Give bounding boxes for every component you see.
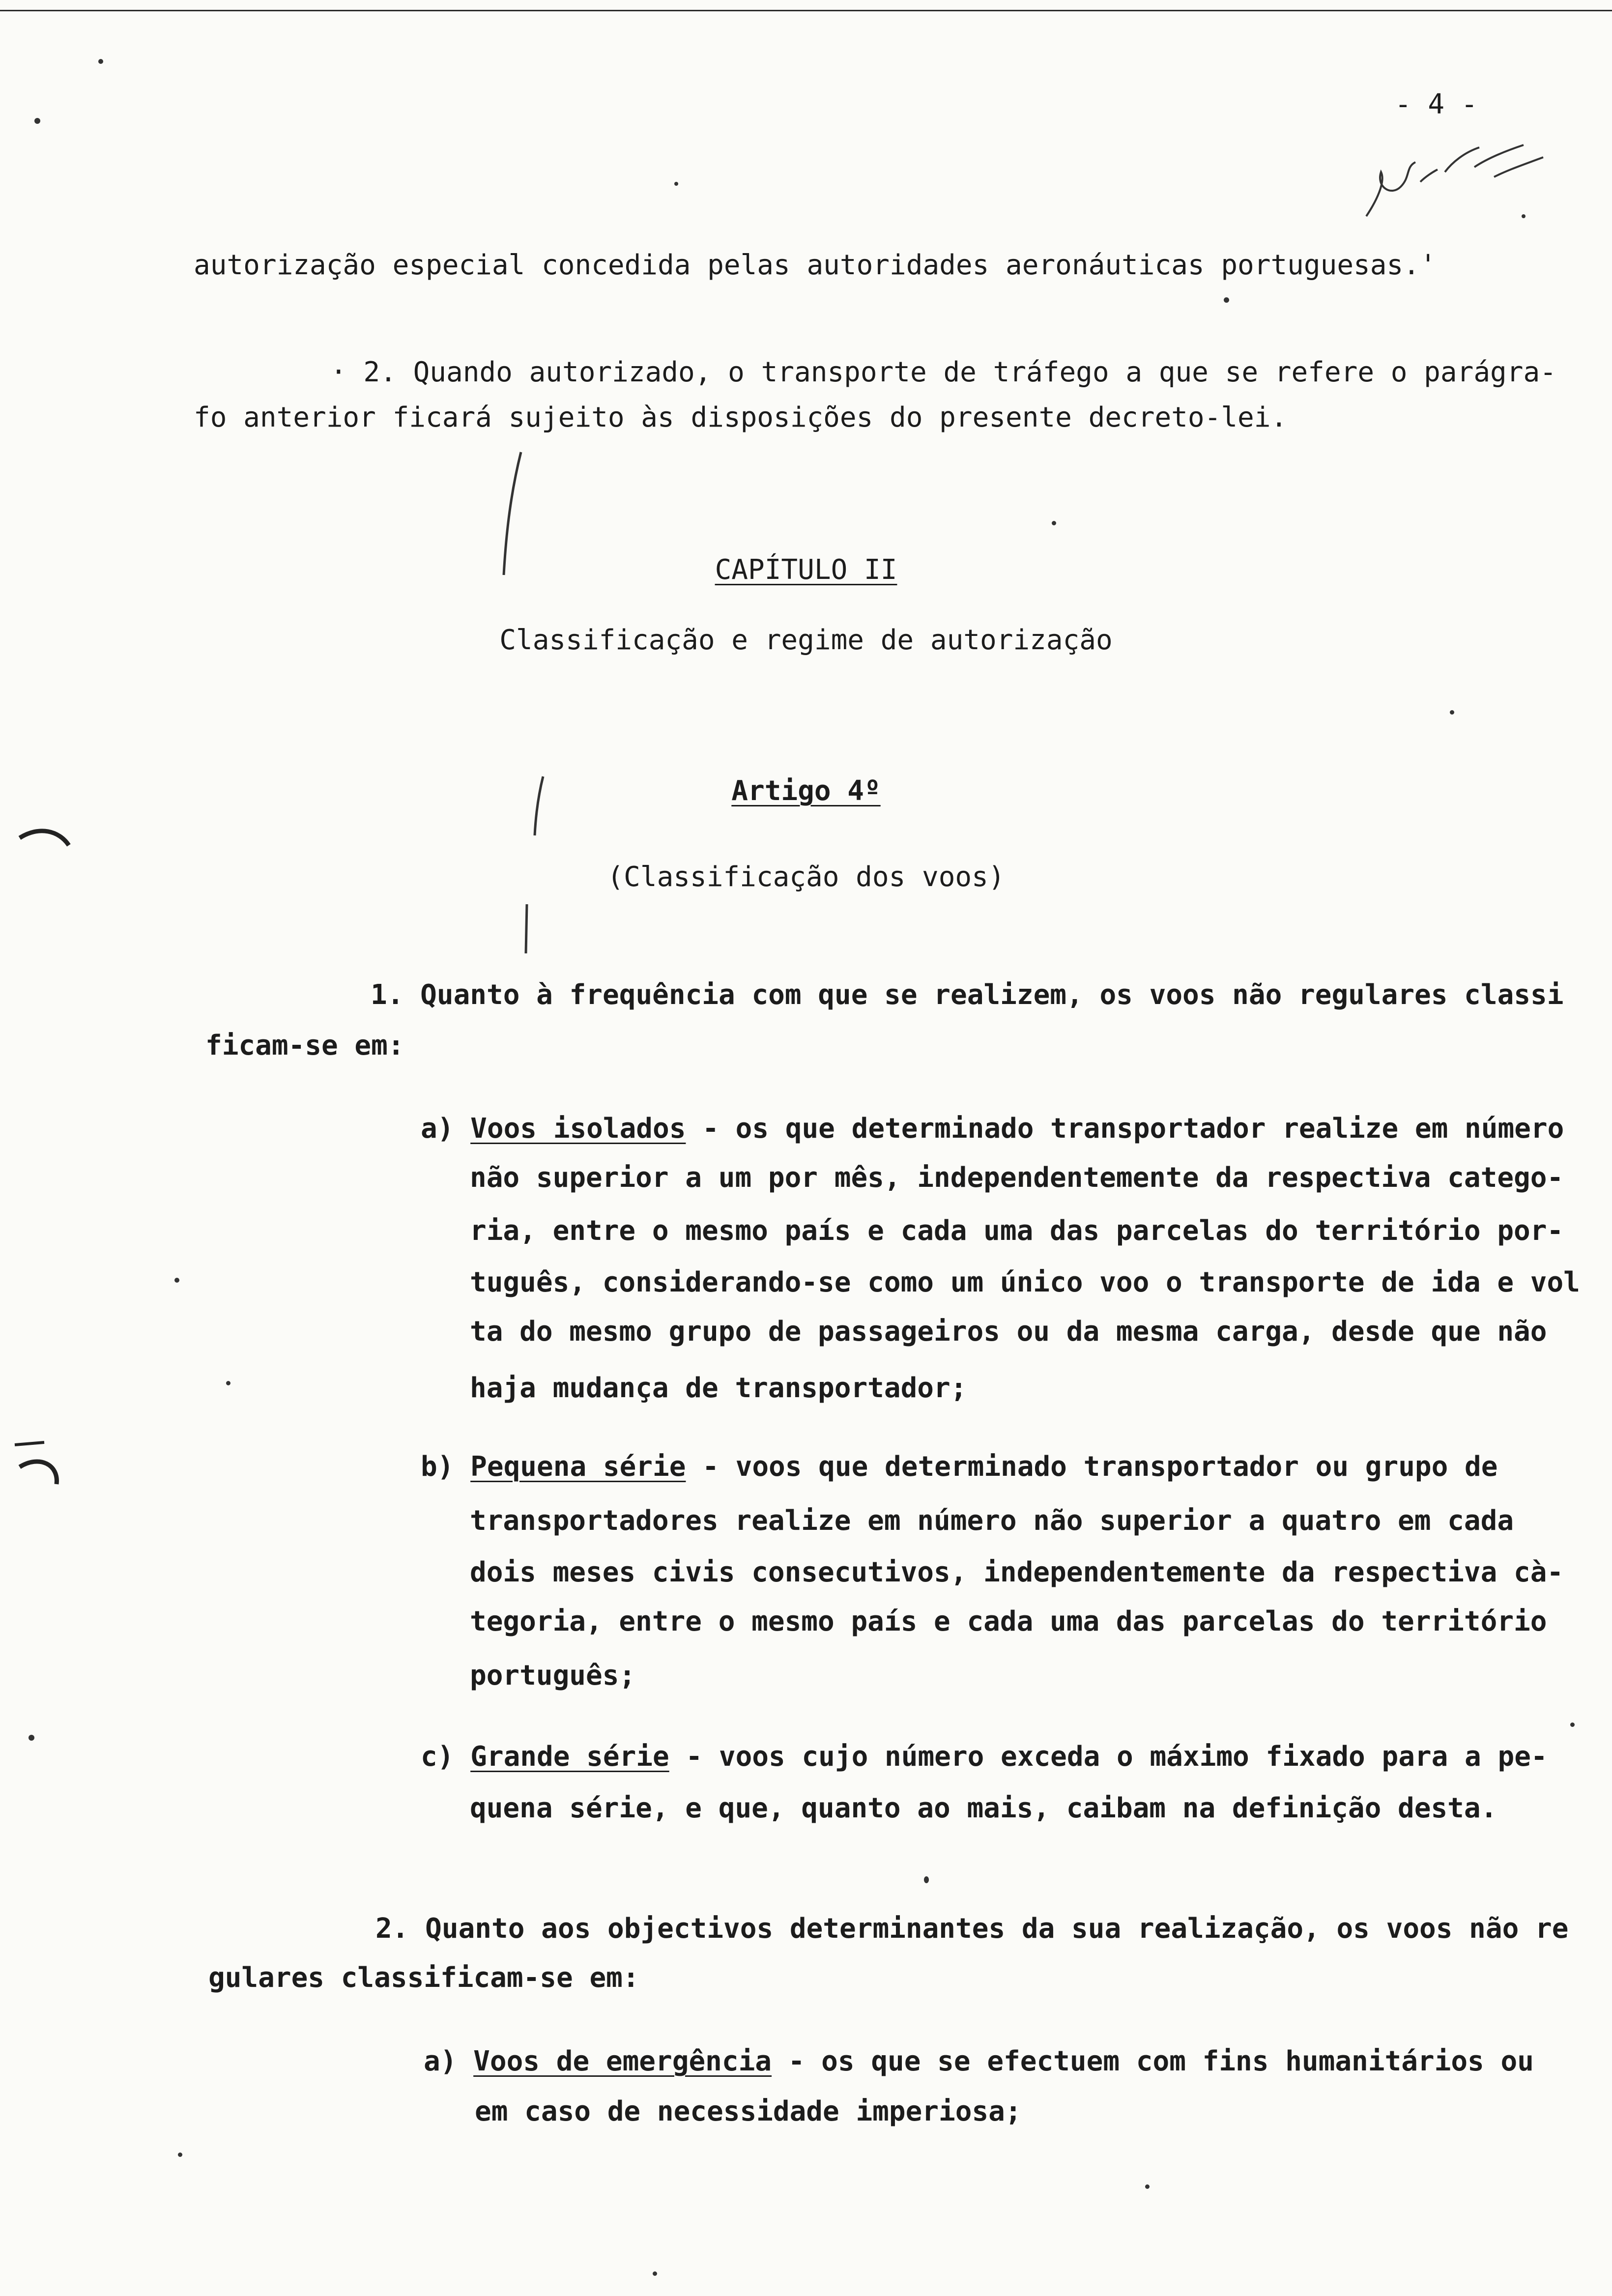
list-item-line: não superior a um por mês, independentemente da respectiva catego-	[470, 1162, 1564, 1194]
term-voos-isolados: Voos isolados	[470, 1113, 686, 1145]
paragraph-line: 1. Quanto à frequência com que se realizem, os voos não regulares classi	[371, 979, 1564, 1011]
list-item-b1: b) Pequena série - voos que determinado transportador ou grupo de	[421, 1451, 1498, 1483]
scan-speck	[1570, 1722, 1575, 1727]
paragraph-line: autorização especial concedida pelas autoridades aeronáuticas portuguesas.'	[194, 249, 1437, 281]
chapter-subtitle: Classificação e regime de autorização	[499, 624, 1113, 656]
term-pequena-serie: Pequena série	[470, 1451, 686, 1483]
article-subtitle: (Classificação dos voos)	[607, 861, 1005, 893]
list-item-line: quena série, e que, quanto ao mais, caibam na definição desta.	[470, 1792, 1497, 1824]
scan-speck	[674, 182, 678, 186]
paragraph-line: ficam-se em:	[205, 1030, 404, 1062]
scan-speck	[34, 118, 40, 124]
scan-speck	[1052, 521, 1056, 525]
list-item-a2: a) Voos de emergência - os que se efectuem com fins humanitários ou	[424, 2045, 1534, 2077]
scan-speck	[1145, 2184, 1150, 2189]
term-grande-serie: Grande série	[470, 1741, 669, 1773]
page-number: - 4 -	[1395, 88, 1478, 120]
scan-speck	[653, 2271, 657, 2276]
list-item-a1: a) Voos isolados - os que determinado transportador realize em número	[421, 1113, 1564, 1145]
scan-speck	[1224, 297, 1229, 303]
chapter-heading: CAPÍTULO II	[715, 554, 897, 586]
paragraph-line: gulares classificam-se em:	[208, 1962, 639, 1994]
scan-speck	[226, 1381, 230, 1385]
scan-speck	[178, 2152, 182, 2157]
list-item-line: tuguês, considerando-se como um único voo o transporte de ida e vol	[470, 1266, 1580, 1298]
term-voos-emergencia: Voos de emergência	[473, 2045, 772, 2077]
paragraph-line: 2. Quanto aos objectivos determinantes da sua realização, os voos não re	[375, 1913, 1569, 1945]
scan-speck	[924, 1876, 929, 1883]
list-item-line: haja mudança de transportador;	[470, 1372, 967, 1404]
scan-speck	[29, 1735, 34, 1741]
paragraph-line: fo anterior ficará sujeito às disposições do presente decreto-lei.	[194, 402, 1288, 433]
list-item-line: tegoria, entre o mesmo país e cada uma das parcelas do território	[470, 1606, 1547, 1637]
list-item-line: em caso de necessidade imperiosa;	[475, 2095, 1022, 2127]
scan-speck	[98, 59, 103, 64]
list-item-line: transportadores realize em número não superior a quatro em cada	[470, 1505, 1514, 1537]
list-item-line: ta do mesmo grupo de passageiros ou da mesma carga, desde que não	[470, 1316, 1547, 1348]
scan-speck	[1450, 710, 1454, 715]
scan-speck	[174, 1278, 179, 1283]
list-item-c1: c) Grande série - voos cujo número exceda o máximo fixado para a pe-	[421, 1741, 1548, 1773]
list-item-line: ria, entre o mesmo país e cada uma das parcelas do território por-	[470, 1215, 1564, 1247]
list-item-line: dois meses civis consecutivos, independentemente da respectiva cà-	[470, 1556, 1564, 1588]
article-heading: Artigo 4º	[731, 775, 881, 807]
paragraph-line: · 2. Quando autorizado, o transporte de tráfego a que se refere o parágra-	[330, 356, 1556, 388]
list-item-line: português;	[470, 1660, 636, 1692]
